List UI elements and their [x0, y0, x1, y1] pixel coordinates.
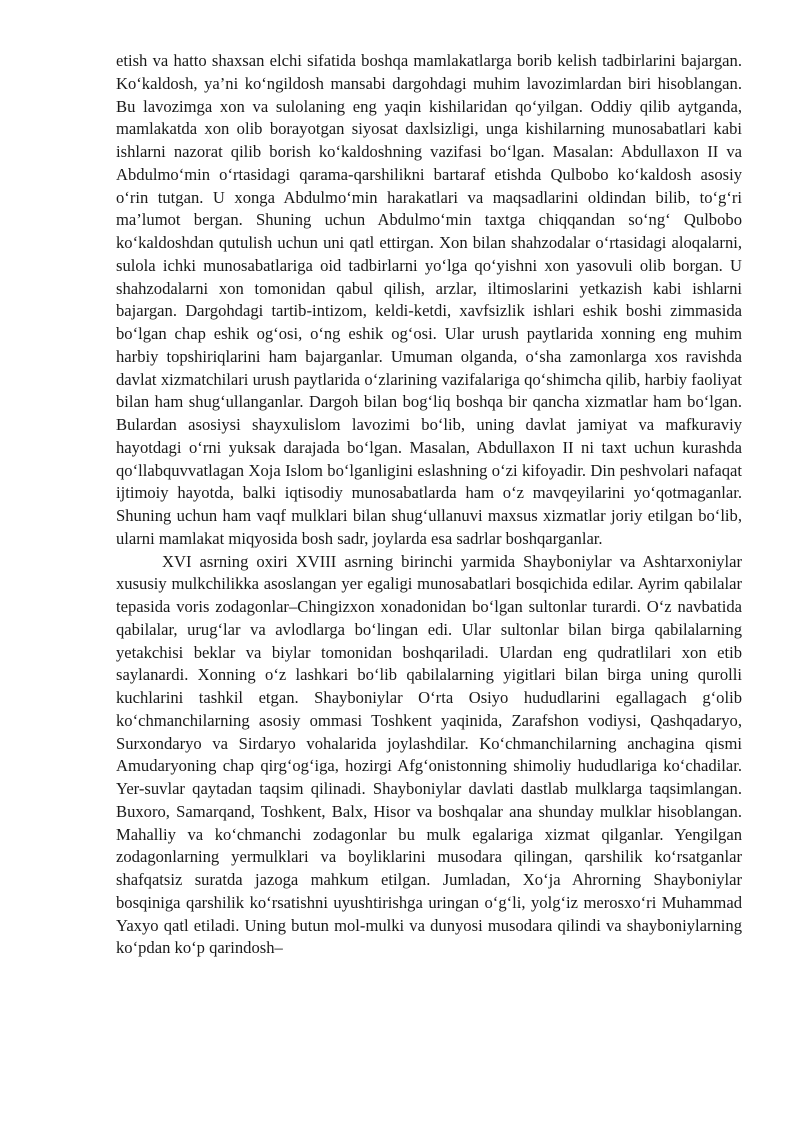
document-page — [116, 50, 742, 960]
body-paragraph-1: etish va hatto shaxsan elchi sifatida boshqa mamlakatlarga borib kelish tadbirlarini bajargan. Koʻkaldosh, ya’ni koʻngildosh mansabi dargohdagi muhim lavozimlardan biri hisoblangan. Bu lavozimga xon va sulolaning eng yaqin kishilaridan qoʻyilgan. Oddiy qilib aytganda, mamlakatda xon olib borayotgan siyosat daxlsizligi, unga kishilarning munosabatlari kabi ishlarni nazorat qilib borish koʻkaldoshning vazifasi boʻlgan. Masalan: Abdullaxon II va Abdulmoʻmin oʻrtasidagi qarama-qarshilikni bartaraf etishda Qulbobo koʻkaldosh asosiy oʻrin tutgan. U xonga Abdulmoʻmin harakatlari va maqsadlarini oldindan bilib, toʻgʻri ma’lumot bergan. Shuning uchun Abdulmoʻmin taxtga chiqqandan soʻng‘ Qulbobo koʻkaldoshdan qutulish uchun uni qatl ettirgan. Xon bilan shahzodalar oʻrtasidagi aloqalarni, sulola ichki munosabatlariga oid tadbirlarni yoʻlga qoʻyishni xon yasovuli olib borgan. U shahzodalarni xon tomonidan qabul qilish, arzlar, iltimoslarini yetkazish kabi ishlarni bajargan. Dargohdagi tartib-intizom, keldi-ketdi, xavfsizlik ishlari eshik boshi zimmasida boʻlgan chap eshik ogʻosi, oʻng eshik ogʻosi. Ular urush paytlarida xonning eng muhim harbiy topshiriqlarini ham bajarganlar. Umuman olganda, oʻsha zamonlarga xos ravishda davlat xizmatchilari urush paytlarida oʻzlarining vazifalariga qoʻshimcha qilib, harbiy faoliyat bilan ham shugʻullanganlar. Dargoh bilan bogʻliq boshqa bir qancha xizmatlar ham boʻlgan. Bulardan asosiysi shayxulislom lavozimi boʻlib, uning davlat jamiyat va mafkuraviy hayotdagi oʻrni yuksak darajada boʻlgan. Masalan, Abdullaxon II ni taxt uchun kurashda qoʻllabquvvatlagan Xoja Islom boʻlganligini eslashning oʻzi kifoyadir. Din peshvolari nafaqat ijtimoiy hayotda, balki iqtisodiy munosabatlarda ham oʻz mavqeyilarini yoʻqotmaganlar. Shuning uchun ham vaqf mulklari bilan shugʻullanuvi maxsus xizmatlar joriy etilgan boʻlib, ularni mamlakat miqyosida bosh sadr, joylarda esa sadrlar boshqarganlar. — [116, 51, 742, 548]
body-paragraph-2: XVI asrning oxiri XVIII asrning birinchi yarmida Shayboniylar va Ashtarxoniylar xususiy mulkchilikka asoslangan yer egaligi munosabatlari bosqichida edilar. Ayrim qabilalar tepasida voris zodagonlar–Chingizxon xonadonidan boʻlgan sultonlar turardi. Oʻz navbatida qabilalar, urugʻlar va avlodlarga boʻlingan edi. Ular sultonlar bilan birga qabilalarning yetakchisi beklar va biylar tomonidan boshqariladi. Ulardan eng qudratlilari xon etib saylanardi. Xonning oʻz lashkari boʻlib qabilalarning yigitlari bilan birga uning qurolli kuchlarini tashkil etgan. Shayboniylar Oʻrta Osiyo hududlarini egallagach gʻolib koʻchmanchilarning asosiy ommasi Toshkent yaqinida, Zarafshon vodiysi, Qashqadaryo, Surxondaryo va Sirdaryo vohalarida joylashdilar. Koʻchmanchilarning anchagina qismi Amudaryoning chap qirgʻogʻiga, hozirgi Afgʻonistonning shimoliy hududlariga koʻchadilar. Yer-suvlar qaytadan taqsim qilinadi. Shayboniylar davlati dastlab mulklarga taqsimlangan. Buxoro, Samarqand, Toshkent, Balx, Hisor va boshqalar ana shunday mulklar hisoblangan. Mahalliy va koʻchmanchi zodagonlar bu mulk egalariga xizmat qilganlar. Yengilgan zodagonlarning yermulklari va boyliklarini musodara qilingan, qarshilik koʻrsatganlar shafqatsiz suratda jazoga mahkum etilgan. Jumladan, Xoʻja Ahrorning Shayboniylar bosqiniga qarshilik koʻrsatishni uyushtirishga uringan oʻgʻli, yolgʻiz merosxoʻri Muhammad Yaxyo qatl etiladi. Uning butun mol-mulki va dunyosi musodara qilindi va shayboniylarning koʻpdan koʻp qarindosh– — [116, 551, 742, 958]
